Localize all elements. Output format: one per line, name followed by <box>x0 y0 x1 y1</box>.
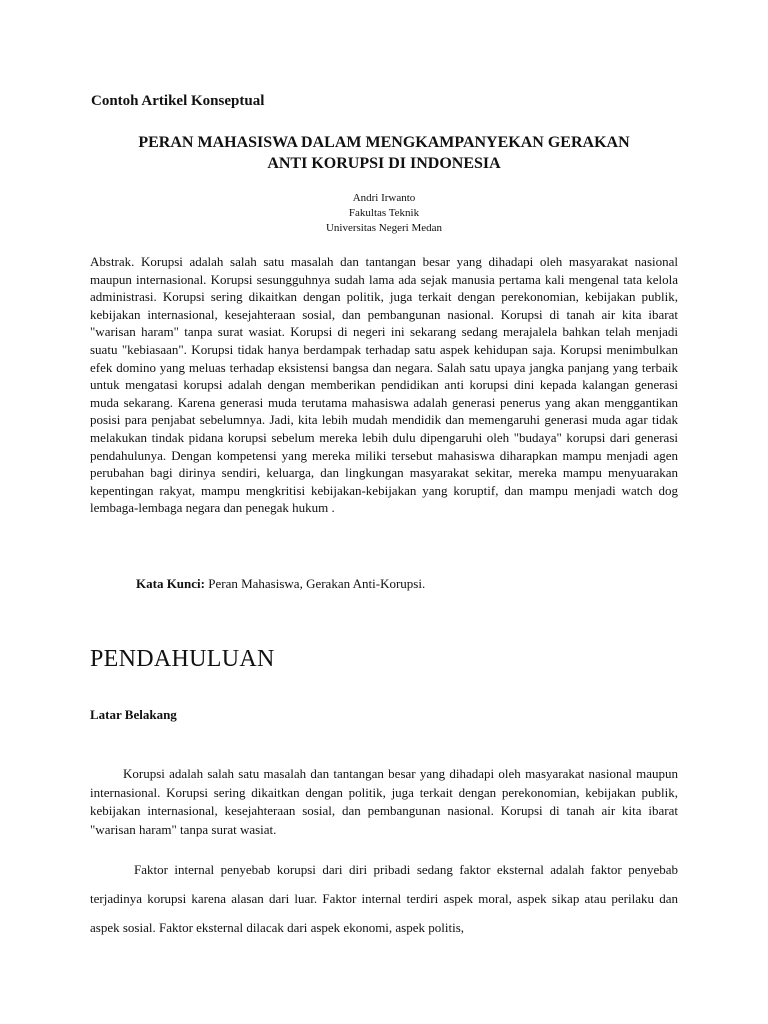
body-paragraph-2: Faktor internal penyebab korupsi dari diri pribadi sedang faktor eksternal adalah faktor penyebab terjadinya korupsi karena alasan dari luar. Faktor internal terdiri aspek moral, aspek sikap atau perilaku dan aspek sosial. Faktor eksternal dilacak dari aspek ekonomi, aspek politis, <box>90 862 678 935</box>
author-faculty: Fakultas Teknik <box>348 207 420 219</box>
author-name: Andri Irwanto <box>352 192 416 204</box>
author-block <box>90 191 678 236</box>
abstract-paragraph: Abstrak. Korupsi adalah salah satu masalah dan tantangan besar yang dihadapi oleh masyarakat nasional maupun internasional. Korupsi sesungguhnya sudah lama ada sejak manusia pertama kali mengenal tata kelola administrasi. Korupsi sering dikaitkan dengan politik, juga terkait dengan perekonomian, kebijakan publik, kebijakan internasional, kesejahteraan sosial, dan pembangunan nasional. Korupsi di tanah air kita ibarat "warisan haram" tanpa surat wasiat. Korupsi di negeri ini sekarang sedang merajalela bahkan telah menjadi suatu "kebiasaan". Korupsi tidak hanya berdampak terhadap satu aspek kehidupan saja. Korupsi menimbulkan efek domino yang meluas terhadap eksistensi bangsa dan negara. Salah satu upaya jangka panjang yang terbaik untuk mengatasi korupsi adalah dengan memberikan pendidikan anti korupsi dini kepada kalangan generasi muda sekarang. Karena generasi muda terutama mahasiswa adalah generasi penerus yang akan menggantikan posisi para penjabat sebelumnya. Jadi, kita lebih mudah mendidik dan memengaruhi generasi muda agar tidak melakukan tindak pidana korupsi sebelum mereka lebih dulu dipengaruhi oleh "budaya" korupsi dari generasi pendahulunya. Dengan kompetensi yang mereka miliki tersebut mahasiswa diharapkan mampu menjadi agen perubahan bagi dirinya sendiri, keluarga, dan lingkungan masyarakat sekitar, mereka mampu menyuarakan kepentingan rakyat, mampu mengkritisi kebijakan-kebijakan yang koruptif, dan mampu menjadi watch dog lembaga-lembaga negara dan penegak hukum . <box>90 254 678 516</box>
keywords <box>136 576 425 592</box>
title-line-1: PERAN MAHASISWA DALAM MENGKAMPANYEKAN GERAKAN <box>138 134 630 151</box>
subsection-heading: Latar Belakang <box>90 707 177 722</box>
keywords-label: Kata Kunci: <box>136 576 205 591</box>
article-title <box>90 132 678 174</box>
author-university: Universitas Negeri Medan <box>325 222 443 234</box>
section-heading: PENDAHULUAN <box>90 646 275 672</box>
body-paragraph-1: Korupsi adalah salah satu masalah dan tantangan besar yang dihadapi oleh masyarakat nasional maupun internasional. Korupsi sering dikaitkan dengan politik, juga terkait dengan perekonomian, kebijakan publik, kebijakan internasional, kesejahteraan sosial, dan pembangunan nasional. Korupsi di tanah air kita ibarat "warisan haram" tanpa surat wasiat. <box>90 766 678 837</box>
keywords-text: Peran Mahasiswa, Gerakan Anti-Korupsi. <box>204 576 426 591</box>
title-line-2: ANTI KORUPSI DI INDONESIA <box>267 155 501 172</box>
article-type-label: Contoh Artikel Konseptual <box>91 93 265 109</box>
